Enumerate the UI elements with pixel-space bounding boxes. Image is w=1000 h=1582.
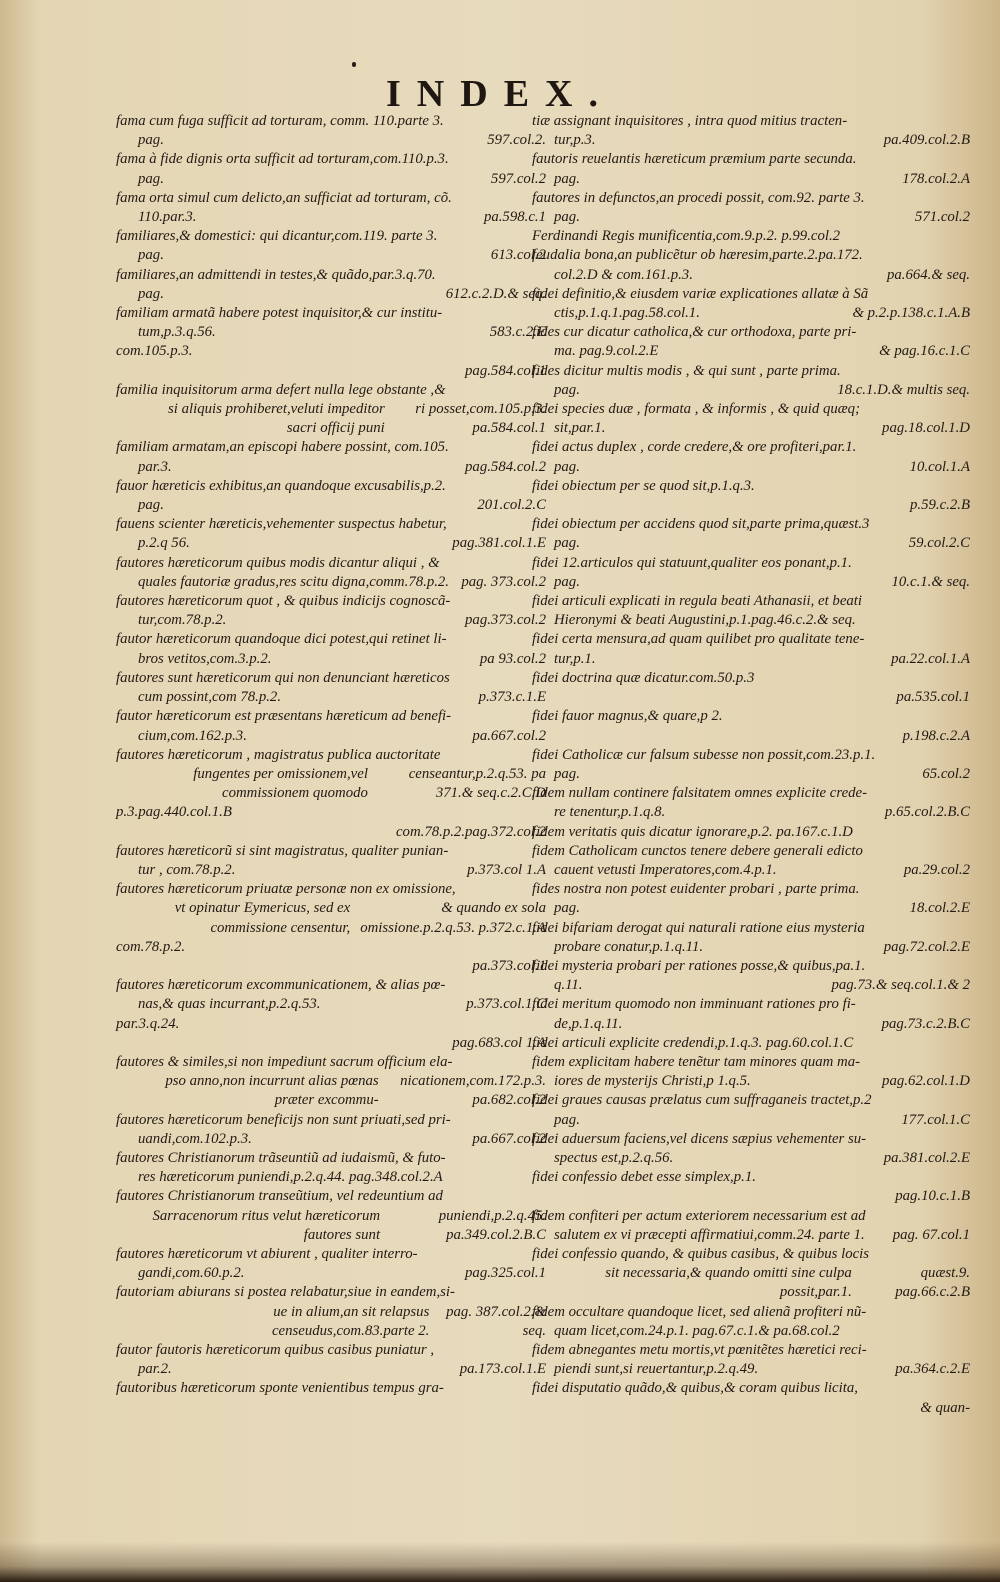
index-entry-reference: pag.72.col.2.E (883, 938, 970, 955)
index-entry-text: fautoris reuelantis hæreticum præmium parte secunda. (532, 151, 857, 168)
index-entry-text: com.78.p.2. (116, 938, 186, 955)
index-entry-continuation: pag. (554, 900, 580, 917)
index-entry-text: fidei certa mensura,ad quam quilibet pro qualitate tene- (532, 631, 865, 648)
index-entry-continuation: q.11. (554, 977, 583, 994)
index-entry (116, 669, 546, 707)
index-entry-reference: com.78.p.2.pag.372.col.2 (395, 823, 546, 840)
index-entry (532, 880, 970, 918)
index-entry-reference: pa.535.col.1 (896, 689, 970, 706)
index-entry (532, 995, 970, 1033)
index-entry-continuation: tum,p.3.q.56. (138, 324, 216, 341)
index-entry-continuation: ma. pag.9.col.2.E (554, 343, 659, 360)
index-entry-text: fautores hæreticorum quibus modis dicantur aliqui , & (116, 554, 440, 571)
index-entry-text: fidei mysteria probari per rationes posse,& quibus,pa.1. (532, 957, 866, 974)
index-entry-continuation: pag. (554, 535, 580, 552)
index-entry-continuation: ue in alium,an sit relapsus censeudus,com.83.parte 2. (271, 1303, 430, 1339)
index-entry (116, 707, 546, 745)
index-entry (116, 342, 546, 380)
index-entry (116, 803, 546, 841)
index-entry-reference: pa 93.col.2 (479, 650, 546, 667)
index-entry (116, 112, 546, 150)
index-entry (532, 1034, 970, 1053)
index-entry (116, 150, 546, 188)
index-entry (532, 1303, 970, 1341)
index-entry-continuation: par.3. (138, 458, 172, 475)
index-entry (532, 554, 970, 592)
index-entry-text: fautores hæreticorum quot , & quibus indicijs cognoscã- (116, 593, 451, 610)
index-entry (532, 515, 970, 553)
index-entry (116, 1015, 546, 1053)
index-entry-reference: pa.364.c.2.E (895, 1361, 970, 1378)
index-entry-continuation: si aliquis prohiberet,veluti impeditor sacri officij puni (168, 401, 385, 437)
index-entry-text: tiæ assignant inquisitores , intra quod mitius tracten- (532, 113, 848, 129)
index-entry-reference: 201.col.2.C (477, 497, 546, 514)
index-entry-continuation: uandi,com.102.p.3. (138, 1130, 252, 1147)
index-entry (116, 554, 546, 592)
index-entry-text: fautores hæreticorum beneficijs non sunt priuati,sed pri- (116, 1111, 451, 1128)
index-entry-continuation: p.2.q 56. (138, 535, 190, 552)
index-entry (116, 1283, 546, 1341)
index-entry-continuation: de,p.1.q.11. (554, 1015, 623, 1032)
index-entry-text: fidei meritum quomodo non imminuant rationes pro fi- (532, 996, 856, 1013)
index-entry-reference: p.59.c.2.B (910, 497, 970, 514)
index-entry-text: fidei confessio quando, & quibus casibus, & quibus locis (532, 1245, 870, 1262)
index-entry-reference: pa.598.c.1 (483, 209, 546, 226)
right-column (532, 112, 970, 1418)
index-entry-text: fidem abnegantes metu mortis,vt pœnitẽtes hæretici reci- (532, 1342, 867, 1358)
index-entry-reference: & p.2.p.138.c.1.A.B (852, 305, 970, 322)
index-entry-continuation: probare conatur,p.1.q.11. (554, 938, 704, 955)
index-entry-reference: puniendi,p.2.q.45. pa.349.col.2.B.C (438, 1207, 546, 1243)
index-entry-continuation: tur,p.3. (554, 132, 596, 149)
index-entry-continuation: fungentes per omissionem,vel commissionem quomodo (193, 765, 368, 802)
ink-speck (352, 62, 356, 67)
index-entry (532, 957, 970, 995)
index-entry-reference: pag.18.col.1.D (882, 420, 970, 437)
index-entry-text: familiam armatam,an episcopi habere possint, com.105. (116, 439, 449, 456)
index-entry (116, 1111, 546, 1149)
index-entry (532, 438, 970, 476)
index-entry (116, 381, 546, 439)
index-entry (532, 669, 970, 707)
index-entry (532, 1130, 970, 1168)
index-entry-reference: pag.683.col 1.A (452, 1034, 546, 1051)
index-entry-continuation: pag. (554, 458, 580, 475)
index-entry-reference: 18.col.2.E (909, 900, 970, 917)
index-entry-continuation: ctis,p.1.q.1.pag.58.col.1. (554, 305, 700, 322)
index-entry-reference: pa.373.col.1 (472, 957, 546, 974)
index-entry-reference: pa.667.col.2 (472, 1130, 546, 1147)
index-entry (116, 1379, 546, 1398)
index-entry-text: fidem nullam continere falsitatem omnes explicite crede- (532, 785, 868, 802)
index-entry (532, 1168, 970, 1206)
index-entry-text: fides nostra non potest euidenter probari , parte prima. (532, 881, 860, 898)
index-entry-text: fautoriam abiurans si postea relabatur,siue in eandem,si- (116, 1284, 455, 1301)
index-entry (116, 227, 546, 265)
index-entry (116, 746, 546, 804)
index-entry-text: fidei 12.articulos qui statuunt,qualiter eos ponant,p.1. (532, 554, 852, 571)
index-entry-continuation: pag. (554, 381, 580, 398)
index-entry-reference: pag.584.col.1 (465, 362, 546, 379)
index-entry-continuation: col.2.D & com.161.p.3. (554, 266, 693, 283)
left-column (116, 112, 546, 1399)
index-entry-text: fidei confessio debet esse simplex,p.1. (532, 1169, 756, 1186)
index-entry-continuation: re tenentur,p.1.q.8. (554, 804, 666, 821)
index-entry-reference: pag. 373.col.2 (461, 573, 546, 590)
index-entry-text: fautoribus hæreticorum sponte venientibus tempus gra- (116, 1380, 444, 1397)
index-entry (532, 784, 970, 822)
index-entry-reference: 613.col.2 (490, 247, 546, 264)
index-entry-reference: pag.381.col.1.E (452, 535, 546, 552)
index-entry-text: fautor fautoris hæreticorum quibus casibus puniatur , (116, 1342, 435, 1358)
index-entry-text: fautor hæreticorum quandoque dici potest,qui retinet li- (116, 631, 447, 648)
index-entry (532, 112, 970, 150)
index-entry-continuation: tur,p.1. (554, 650, 596, 667)
index-entry-reference: 177.col.1.C (901, 1111, 970, 1128)
index-entry-reference: censeantur,p.2.q.53. pa 371.& seq.c.2.C.D (408, 765, 546, 802)
index-entry-continuation: iores de mysterijs Christi,p 1.q.5. (554, 1073, 751, 1090)
index-entry (532, 477, 970, 515)
index-entry (532, 842, 970, 880)
index-entry (532, 362, 970, 400)
index-entry-continuation: 110.par.3. (138, 209, 197, 226)
index-entry-continuation: tur , com.78.p.2. (138, 861, 236, 878)
index-entry-reference: & quan- (920, 1399, 970, 1416)
index-entry (532, 227, 970, 246)
index-entry (116, 438, 546, 476)
index-entry-continuation: pag. (138, 497, 164, 514)
index-entry-reference: p.373.col 1.A (467, 861, 546, 878)
index-entry (532, 1053, 970, 1091)
index-entry (532, 150, 970, 188)
index-entry-reference: 65.col.2 (922, 765, 970, 782)
index-entry-reference: pag.325.col.1 (465, 1265, 546, 1282)
index-entry-reference: 583.c.2.E (489, 324, 546, 341)
index-entry (116, 189, 546, 227)
index-entry-text: com.105.p.3. (116, 343, 193, 360)
index-entry-text: Ferdinandi Regis munificentia,com.9.p.2. p.99.col.2 (532, 228, 841, 245)
index-entry (116, 515, 546, 553)
index-entry (532, 630, 970, 668)
index-entry-reference: quæst.9. pag.66.c.2.B (895, 1265, 970, 1301)
index-entry-reference: p.373.col.1.C (466, 996, 546, 1013)
index-entry-continuation: Sarracenorum ritus velut hæreticorum fautores sunt (152, 1207, 381, 1243)
index-entry-continuation: sit,par.1. (554, 420, 606, 437)
index-entry-text: fautores & similes,si non impediunt sacrum officium ela- (116, 1053, 453, 1070)
index-entry-continuation: cum possint,com 78.p.2. (138, 689, 282, 706)
index-entry (532, 823, 970, 842)
index-entry-text: fidei bifariam derogat qui naturali ratione eius mysteria (532, 919, 865, 936)
index-entry (532, 1341, 970, 1379)
index-entry-text: fauor hæreticis exhibitus,an quandoque excusabilis,p.2. (116, 477, 446, 494)
index-entry-reference: pag.62.col.1.D (882, 1073, 970, 1090)
index-entry-continuation: quales fautoriæ gradus,res scitu digna,comm.78.p.2. (138, 573, 450, 590)
index-entry (116, 938, 546, 976)
index-entry-text: fautores hæreticorum excommunicationem, & alias pœ- (116, 977, 446, 994)
index-entry (532, 592, 970, 630)
index-entry-reference: pa.22.col.1.A (891, 650, 970, 667)
index-entry-text: familiam armatã habere potest inquisitor,& cur institu- (116, 305, 443, 322)
index-entry-text: fidei obiectum per se quod sit,p.1.q.3. (532, 477, 755, 494)
index-entry-text: fidem confiteri per actum exteriorem necessarium est ad (532, 1207, 866, 1224)
index-entry-continuation: pag. (554, 170, 580, 187)
index-entry (532, 189, 970, 227)
index-entry (116, 1245, 546, 1283)
index-entry-reference: pag.584.col.2 (465, 458, 546, 475)
index-entry (116, 842, 546, 880)
index-entry-text: familiares,& domestici: qui dicantur,com.119. parte 3. (116, 228, 438, 245)
index-entry-reference: 612.c.2.D.& seq. (445, 285, 546, 302)
index-entry (116, 266, 546, 304)
index-entry-reference: 571.col.2 (914, 209, 970, 226)
index-entry-text: familia inquisitorum arma defert nulla lege obstante ,& (116, 381, 446, 398)
index-entry-reference: pag.73.c.2.B.C (881, 1015, 970, 1032)
index-entry-text: fidei disputatio quãdo,& quibus,& coram quibus licita, (532, 1380, 858, 1397)
index-entry (116, 880, 546, 938)
index-entry-text: fidei actus duplex , corde credere,& ore profiteri,par.1. (532, 439, 857, 456)
index-entry-text: fautores hæreticorum vt abiurent , qualiter interro- (116, 1245, 418, 1262)
index-entry (532, 246, 970, 284)
index-entry-continuation: piendi sunt,si reuertantur,p.2.q.49. (554, 1361, 759, 1378)
index-entry-text: fama à fide dignis orta sufficit ad torturam,com.110.p.3. (116, 151, 449, 168)
index-entry-text: fautores hæreticorũ si sint magistratus, qualiter punian- (116, 842, 449, 859)
index-entry-text: fidem occultare quandoque licet, sed alienã profiteri nũ- (532, 1303, 867, 1320)
index-entry (116, 477, 546, 515)
index-entry (532, 400, 970, 438)
index-entry-text: fauens scienter hæreticis,vehementer suspectus habetur, (116, 516, 447, 533)
index-entry-continuation: par.2. (138, 1361, 172, 1378)
index-entry-continuation: quam licet,com.24.p.1. pag.67.c.1.& pa.68.col.2 (554, 1322, 840, 1339)
index-entry-reference: pag.373.col.2 (465, 612, 546, 629)
index-entry-text: fidei articuli explicati in regula beati Athanasii, et beati (532, 593, 863, 610)
index-entry-reference: 597.col.2. (487, 132, 546, 149)
index-entry-text: fides cur dicatur catholica,& cur orthodoxa, parte pri- (532, 324, 857, 341)
index-entry-reference: ri posset,com.105.p.3. pa.584.col.1 (415, 401, 546, 437)
index-entry-reference: p.373.c.1.E (478, 689, 546, 706)
index-entry-text: fidei articuli explicite credendi,p.1.q.3. pag.60.col.1.C (532, 1034, 854, 1051)
index-entry-reference: & pag.16.c.1.C (879, 343, 970, 360)
index-entry-reference: pa.173.col.1.E (459, 1361, 546, 1378)
index-entry (116, 304, 546, 342)
page-bottom-edge (0, 1542, 1000, 1582)
index-entry (532, 919, 970, 957)
index-entry-reference: p.65.col.2.B.C (884, 804, 970, 821)
index-entry-text: fautores hæreticorum , magistratus publica auctoritate (116, 746, 441, 763)
index-entry-text: fama orta simul cum delicto,an sufficiat ad torturam, cõ. (116, 189, 452, 206)
index-entry-continuation: gandi,com.60.p.2. (138, 1265, 245, 1282)
index-entry-continuation: res hæreticorum puniendi,p.2.q.44. pag.348.col.2.A (138, 1169, 443, 1186)
index-entry (532, 707, 970, 745)
index-entry-text: fidem explicitam habere tenẽtur tam minores quam ma- (532, 1053, 861, 1070)
index-entry-reference: pa.409.col.2.B (883, 132, 970, 149)
index-entry-text: feudalia bona,an publicẽtur ob hæresim,parte.2.pa.172. (532, 247, 863, 264)
index-entry-continuation: pag. (554, 765, 580, 782)
index-entry-continuation: Hieronymi & beati Augustini,p.1.pag.46.c.2.& seq. (554, 612, 856, 629)
index-entry-text: fama cum fuga sufficit ad torturam, comm. 110.parte 3. (116, 113, 444, 129)
index-entry-continuation: salutem ex vi præcepti affirmatiui,comm.24. parte 1. (554, 1226, 865, 1243)
index-entry-continuation: vt opinatur Eymericus, sed ex commissione censentur, (174, 900, 351, 936)
index-entry-reference: 597.col.2 (490, 170, 546, 187)
index-entry-text: fidei graues causas prælatus cum suffraganeis tractet,p.2 (532, 1092, 872, 1109)
index-entry (116, 1053, 546, 1111)
index-entry (532, 1245, 970, 1303)
index-entry-text: fautores hæreticorum priuatæ personæ non ex omissione, (116, 881, 456, 898)
index-entry (116, 630, 546, 668)
index-entry-continuation: tur,com.78.p.2. (138, 612, 227, 629)
index-entry-continuation: pag. (138, 247, 164, 264)
index-entry-text: fides dicitur multis modis , & qui sunt , parte prima. (532, 362, 841, 379)
index-entry (532, 746, 970, 784)
index-entry (116, 592, 546, 630)
index-entry-reference: 59.col.2.C (908, 535, 970, 552)
index-entry-reference: pa.29.col.2 (903, 861, 970, 878)
index-entry (532, 323, 970, 361)
index-entry (532, 285, 970, 323)
index-entry-text: fidei fauor magnus,& quare,p 2. (532, 708, 723, 725)
index-entry-continuation: pag. (138, 170, 164, 187)
index-entry-continuation: pag. (138, 285, 164, 302)
index-entry-reference: 178.col.2.A (902, 170, 970, 187)
index-entry-reference: pag. 67.col.1 (892, 1226, 970, 1243)
index-entry-reference: pag. 387.col.2.& seq. (446, 1303, 546, 1339)
index-entry-continuation: nas,& quas incurrant,p.2.q.53. (138, 996, 321, 1013)
index-entry (116, 1341, 546, 1379)
index-entry-continuation: cauent vetusti Imperatores,com.4.p.1. (554, 861, 777, 878)
index-entry-text: fautores Christianorum trãseuntiũ ad iudaismũ, & futo- (116, 1149, 446, 1166)
index-entry-text: fidem veritatis quis dicatur ignorare,p.2. pa.167.c.1.D (532, 823, 853, 840)
index-entry-text: fidei obiectum per accidens quod sit,parte prima,quæst.3 (532, 516, 870, 533)
index-entry-text: fautores sunt hæreticorum qui non denunciant hæreticos (116, 669, 450, 686)
index-entry-text: fautor hæreticorum est præsentans hæreticum ad benefi- (116, 708, 452, 725)
index-entry-continuation: pag. (138, 132, 164, 149)
index-entry-reference: pag.10.c.1.B (895, 1188, 970, 1205)
index-entry-text: par.3.q.24. (116, 1015, 180, 1032)
index-entry-text: fidei Catholicæ cur falsum subesse non possit,com.23.p.1. (532, 746, 876, 763)
index-entry-text: fautores Christianorum transeũtium, vel redeuntium ad (116, 1188, 443, 1205)
index-entry-reference: pag.73.& seq.col.1.& 2 (831, 977, 970, 994)
index-entry (532, 1379, 970, 1417)
index-entry-reference: pa.664.& seq. (886, 266, 970, 283)
index-entry-text: familiares,an admittendi in testes,& quãdo,par.3.q.70. (116, 266, 436, 283)
index-entry-continuation: pag. (554, 209, 580, 226)
index-entry (532, 1091, 970, 1129)
index-entry-continuation: pso anno,non incurrunt alias pœnas præter excommu- (165, 1073, 379, 1109)
index-entry-reference: 18.c.1.D.& multis seq. (837, 381, 970, 398)
index-entry-text: fidei aduersum faciens,vel dicens sæpius vehementer su- (532, 1130, 867, 1147)
index-entry-continuation: bros vetitos,com.3.p.2. (138, 650, 272, 667)
index-entry-continuation: pag. (554, 1111, 580, 1128)
index-entry-continuation: sit necessaria,& quando omitti sine culpa possit,par.1. (605, 1265, 852, 1301)
index-entry-reference: & quando ex sola omissione.p.2.q.53. p.372.c.1.A (360, 900, 546, 936)
index-entry-text: fidei definitio,& eiusdem variæ explicationes allatæ à Sã (532, 285, 869, 302)
index-entry-reference: p.198.c.2.A (902, 727, 970, 744)
index-entry-continuation: spectus est,p.2.q.56. (554, 1149, 674, 1166)
index-entry (116, 1149, 546, 1187)
index-entry-continuation: pag. (554, 573, 580, 590)
index-entry-reference: 10.c.1.& seq. (891, 573, 970, 590)
index-entry-text: fautores in defunctos,an procedi possit, com.92. parte 3. (532, 189, 865, 206)
index-entry-text: p.3.pag.440.col.1.B (116, 804, 232, 821)
index-entry-text: fidei doctrina quæ dicatur.com.50.p.3 (532, 669, 755, 686)
index-entry-reference: 10.col.1.A (909, 458, 970, 475)
index-entry-reference: nicationem,com.172.p.3. pa.682.col.2 (400, 1073, 546, 1109)
index-entry (116, 976, 546, 1014)
index-entry-continuation: cium,com.162.p.3. (138, 727, 247, 744)
index-entry (532, 1207, 970, 1245)
index-entry (116, 1187, 546, 1245)
page-header: INDEX. (386, 73, 614, 115)
index-entry-reference: pa.667.col.2 (472, 727, 546, 744)
index-entry-text: fidei species duæ , formata , & informis , & quid quæq; (532, 401, 860, 418)
index-entry-text: fidem Catholicam cunctos tenere debere generali edicto (532, 842, 863, 859)
index-entry-reference: pa.381.col.2.E (883, 1149, 970, 1166)
